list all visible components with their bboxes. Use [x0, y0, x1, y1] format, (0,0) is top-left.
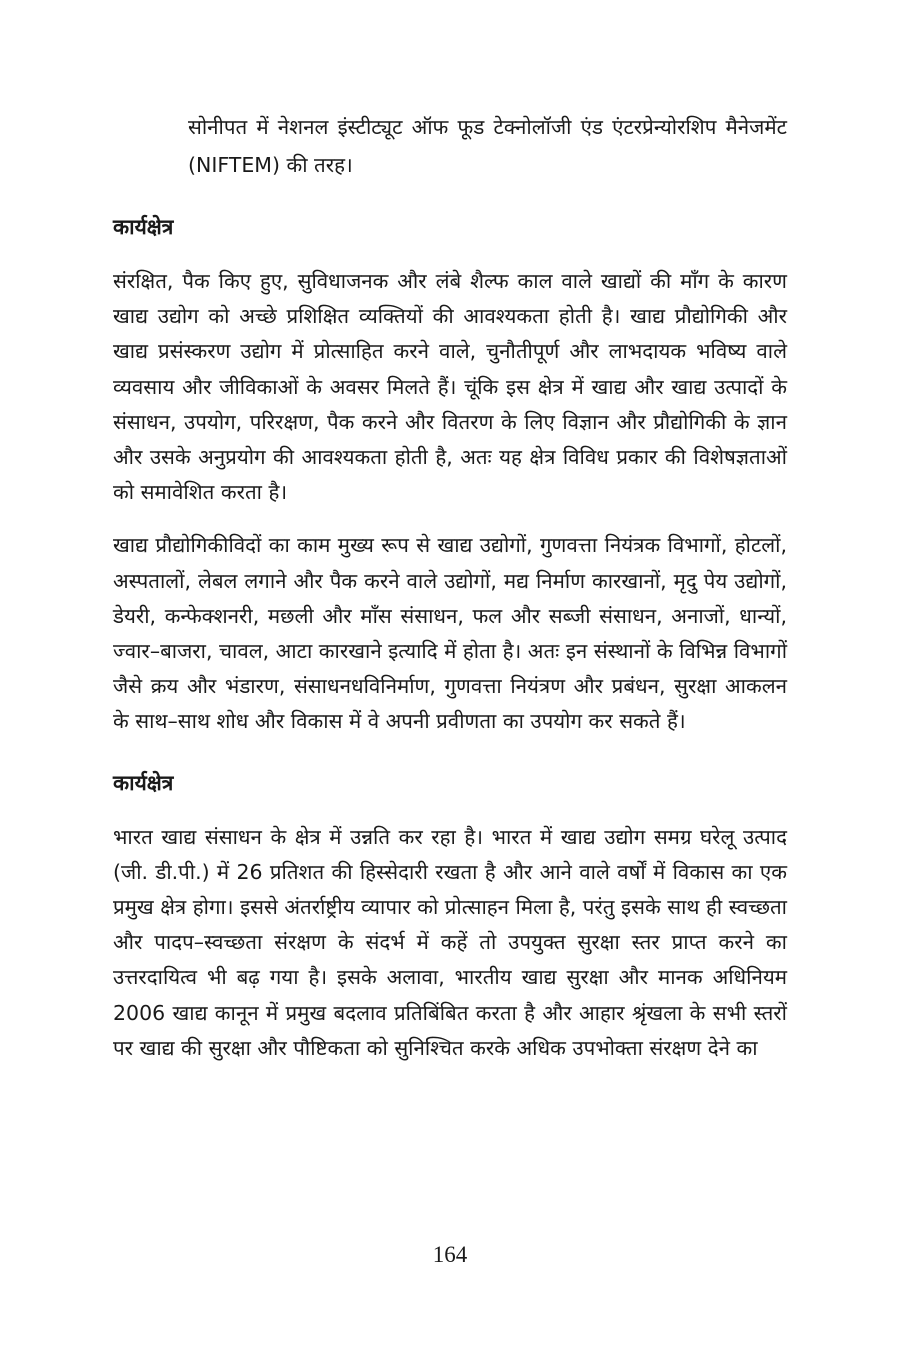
paragraph: भारत खाद्य संसाधन के क्षेत्र में उन्नति कर रहा है। भारत में खाद्य उद्योग समग्र घरेलू उत्पाद (जी. डी.पी.) में 26 प्रतिशत की हिस्सेदारी रखता है और आने वाले वर्षों में विकास का एक प्रमुख क्षेत्र होगा। इससे अंतर्राष्ट्रीय व्यापार को प्रोत्साहन मिला है, परंतु इसके साथ ही स्वच्छता और पादप–स्वच्छता संरक्षण के संदर्भ में कहें तो उपयुक्त सुरक्षा स्तर प्राप्त करने का उत्तरदायित्व भी बढ़ गया है। इसके अलावा, भारतीय खाद्य सुरक्षा और मानक अधिनियम 2006 खाद्य कानून में प्रमुख बदलाव प्रतिबिंबित करता है और आहार श्रृंखला के सभी स्तरों पर खाद्य की सुरक्षा और पौष्टिकता को सुनिश्चित करके अधिक उपभोक्ता संरक्षण देने का: [113, 824, 787, 1060]
paragraph: खाद्य प्रौद्योगिकीविदों का काम मुख्य रूप से खाद्य उद्योगों, गुणवत्ता नियंत्रक विभागों, होटलों, अस्पतालों, लेबल लगाने और पैक करने वाले उद्योगों, मद्य निर्माण कारखानों, मृदु पेय उद्योगों, डेयरी, कन्फेक्शनरी, मछली और माँस संसाधन, फल और सब्जी संसाधन, अनाजों, धान्यों, ज्वार–बाजरा, चावल, आटा कारखाने इत्यादि में होता है। अतः इन संस्थानों के विभिन्न विभागों जैसे क्रय और भंडारण, संसाधनधविनिर्माण, गुणवत्ता नियंत्रण और प्रबंधन, सुरक्षा आकलन के साथ–साथ शोध और विकास में वे अपनी प्रवीणता का उपयोग कर सकते हैं।: [113, 533, 787, 734]
section-scope-1: [113, 212, 787, 740]
page-number: 164: [432, 1242, 468, 1267]
document-page: [113, 108, 787, 1084]
section-heading: कार्यक्षेत्र: [113, 215, 174, 239]
section-heading: कार्यक्षेत्र: [113, 770, 174, 795]
continuation-paragraph: सोनीपत में नेशनल इंस्टीट्यूट ऑफ फूड टेक्नोलॉजी एंड एंटरप्रेन्योरशिप मैनेजमेंट (NIFTEM) की तरह।: [188, 115, 787, 177]
paragraph: संरक्षित, पैक किए हुए, सुविधाजनक और लंबे शैल्फ काल वाले खाद्यों की माँग के कारण खाद्य उद्योग को अच्छे प्रशिक्षित व्यक्तियों की आवश्यकता होती है। खाद्य प्रौद्योगिकी और खाद्य प्रसंस्करण उद्योग में प्रोत्साहित करने वाले, चुनौतीपूर्ण और लाभदायक भविष्य वाले व्यवसाय और जीविकाओं के अवसर मिलते हैं। चूंकि इस क्षेत्र में खाद्य और खाद्य उत्पादों के संसाधन, उपयोग, परिरक्षण, पैक करने और वितरण के लिए विज्ञान और प्रौद्योगिकी के ज्ञान और उसके अनुप्रयोग की आवश्यकता होती है, अतः यह क्षेत्र विविध प्रकार की विशेषज्ञताओं को समावेशित करता है।: [113, 269, 787, 505]
section-scope-2: [113, 768, 787, 1066]
